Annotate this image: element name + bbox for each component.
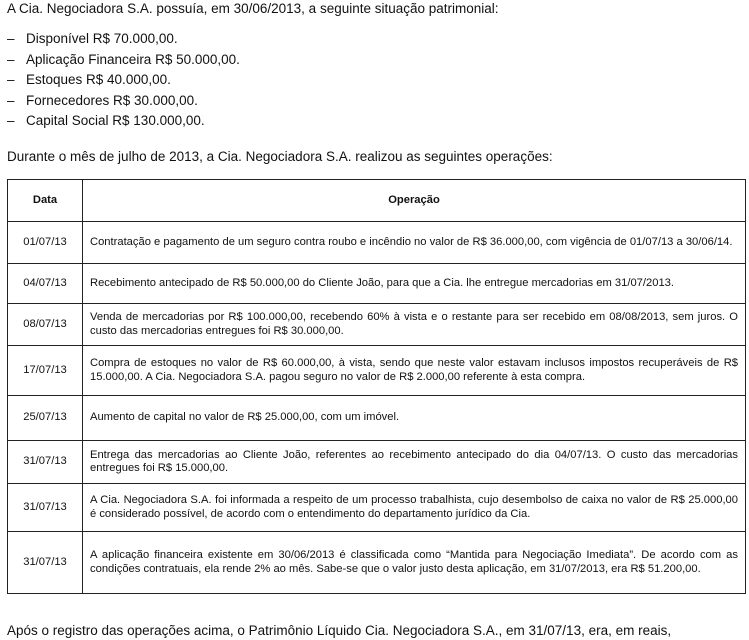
balance-item-text: Aplicação Financeira R$ 50.000,00.: [26, 51, 240, 67]
balance-item-text: Estoques R$ 40.000,00.: [26, 72, 171, 88]
intro-paragraph: A Cia. Negociadora S.A. possuía, em 30/06/2013, a seguinte situação patrimonial:: [7, 1, 499, 16]
operations-intro-paragraph: Durante o mês de julho de 2013, a Cia. Negociadora S.A. realizou as seguintes operações:: [7, 149, 553, 164]
table-row: [8, 441, 746, 484]
row-date: 17/07/13: [8, 346, 83, 396]
row-date: 08/07/13: [8, 304, 83, 346]
balance-item-text: Capital Social R$ 130.000,00.: [26, 113, 205, 129]
row-operation: Entrega das mercadorias ao Cliente João, referentes ao recebimento antecipado do dia 04/07/13. O custo das mercadorias entregues foi R$ 15.000,00.: [83, 441, 746, 484]
balance-items-list: [7, 29, 240, 132]
balance-item: [7, 111, 240, 132]
dash-bullet: –: [7, 51, 15, 67]
balance-item: [7, 50, 240, 71]
table-row: [8, 346, 746, 396]
operations-table: [7, 179, 746, 594]
row-date: 25/07/13: [8, 396, 83, 441]
row-operation: Venda de mercadorias por R$ 100.000,00, recebendo 60% à vista e o restante para ser recebido em 08/08/2013, sem juros. O custo das mercadorias entregues foi R$ 30.000,00.: [83, 304, 746, 346]
row-date: 31/07/13: [8, 484, 83, 532]
balance-item-text: Disponível R$ 70.000,00.: [26, 31, 178, 46]
question-paragraph: Após o registro das operações acima, o Patrimônio Líquido Cia. Negociadora S.A., em 31/07/13, era, em reais,: [7, 623, 672, 638]
table-row: [8, 484, 746, 532]
table-row: [8, 396, 746, 441]
table-row: [8, 304, 746, 346]
dash-bullet: –: [7, 92, 15, 108]
table-row: [8, 222, 746, 264]
balance-item: [7, 70, 240, 91]
dash-bullet: –: [7, 113, 15, 129]
balance-item: [7, 29, 240, 50]
balance-item: [7, 91, 240, 112]
row-operation: Aumento de capital no valor de R$ 25.000,00, com um imóvel.: [83, 396, 746, 441]
row-operation: Compra de estoques no valor de R$ 60.000,00, à vista, sendo que neste valor estavam inclusos impostos recuperáveis de R$ 15.000,00. A Cia. Negociadora S.A. pagou seguro no valor de R$ 2.000,00 referente à esta compra.: [83, 346, 746, 396]
date-column-header: Data: [8, 180, 83, 222]
row-operation: A Cia. Negociadora S.A. foi informada a respeito de um processo trabalhista, cujo desembolso de caixa no valor de R$ 25.000,00 é considerado possível, de acordo com o entendimento do departamento jurídico da Cia.: [83, 484, 746, 532]
row-date: 31/07/13: [8, 532, 83, 594]
row-operation: Contratação e pagamento de um seguro contra roubo e incêndio no valor de R$ 36.000,00, com vigência de 01/07/13 a 30/06/14.: [83, 222, 746, 264]
row-operation: Recebimento antecipado de R$ 50.000,00 do Cliente João, para que a Cia. lhe entregue mercadorias em 31/07/2013.: [83, 264, 746, 304]
row-date: 04/07/13: [8, 264, 83, 304]
balance-item-text: Fornecedores R$ 30.000,00.: [26, 92, 198, 108]
operation-column-header: Operação: [83, 180, 746, 222]
dash-bullet: –: [7, 31, 15, 46]
row-operation: A aplicação financeira existente em 30/06/2013 é classificada como “Mantida para Negociação Imediata”. De acordo com as condições contratuais, ela rende 2% ao mês. Sabe-se que o valor justo desta aplicação, em 31/07/2013, era R$ 51.200,00.: [83, 532, 746, 594]
table-row: [8, 264, 746, 304]
row-date: 01/07/13: [8, 222, 83, 264]
table-header-row: [8, 180, 746, 222]
dash-bullet: –: [7, 72, 15, 88]
row-date: 31/07/13: [8, 441, 83, 484]
table-row: [8, 532, 746, 594]
